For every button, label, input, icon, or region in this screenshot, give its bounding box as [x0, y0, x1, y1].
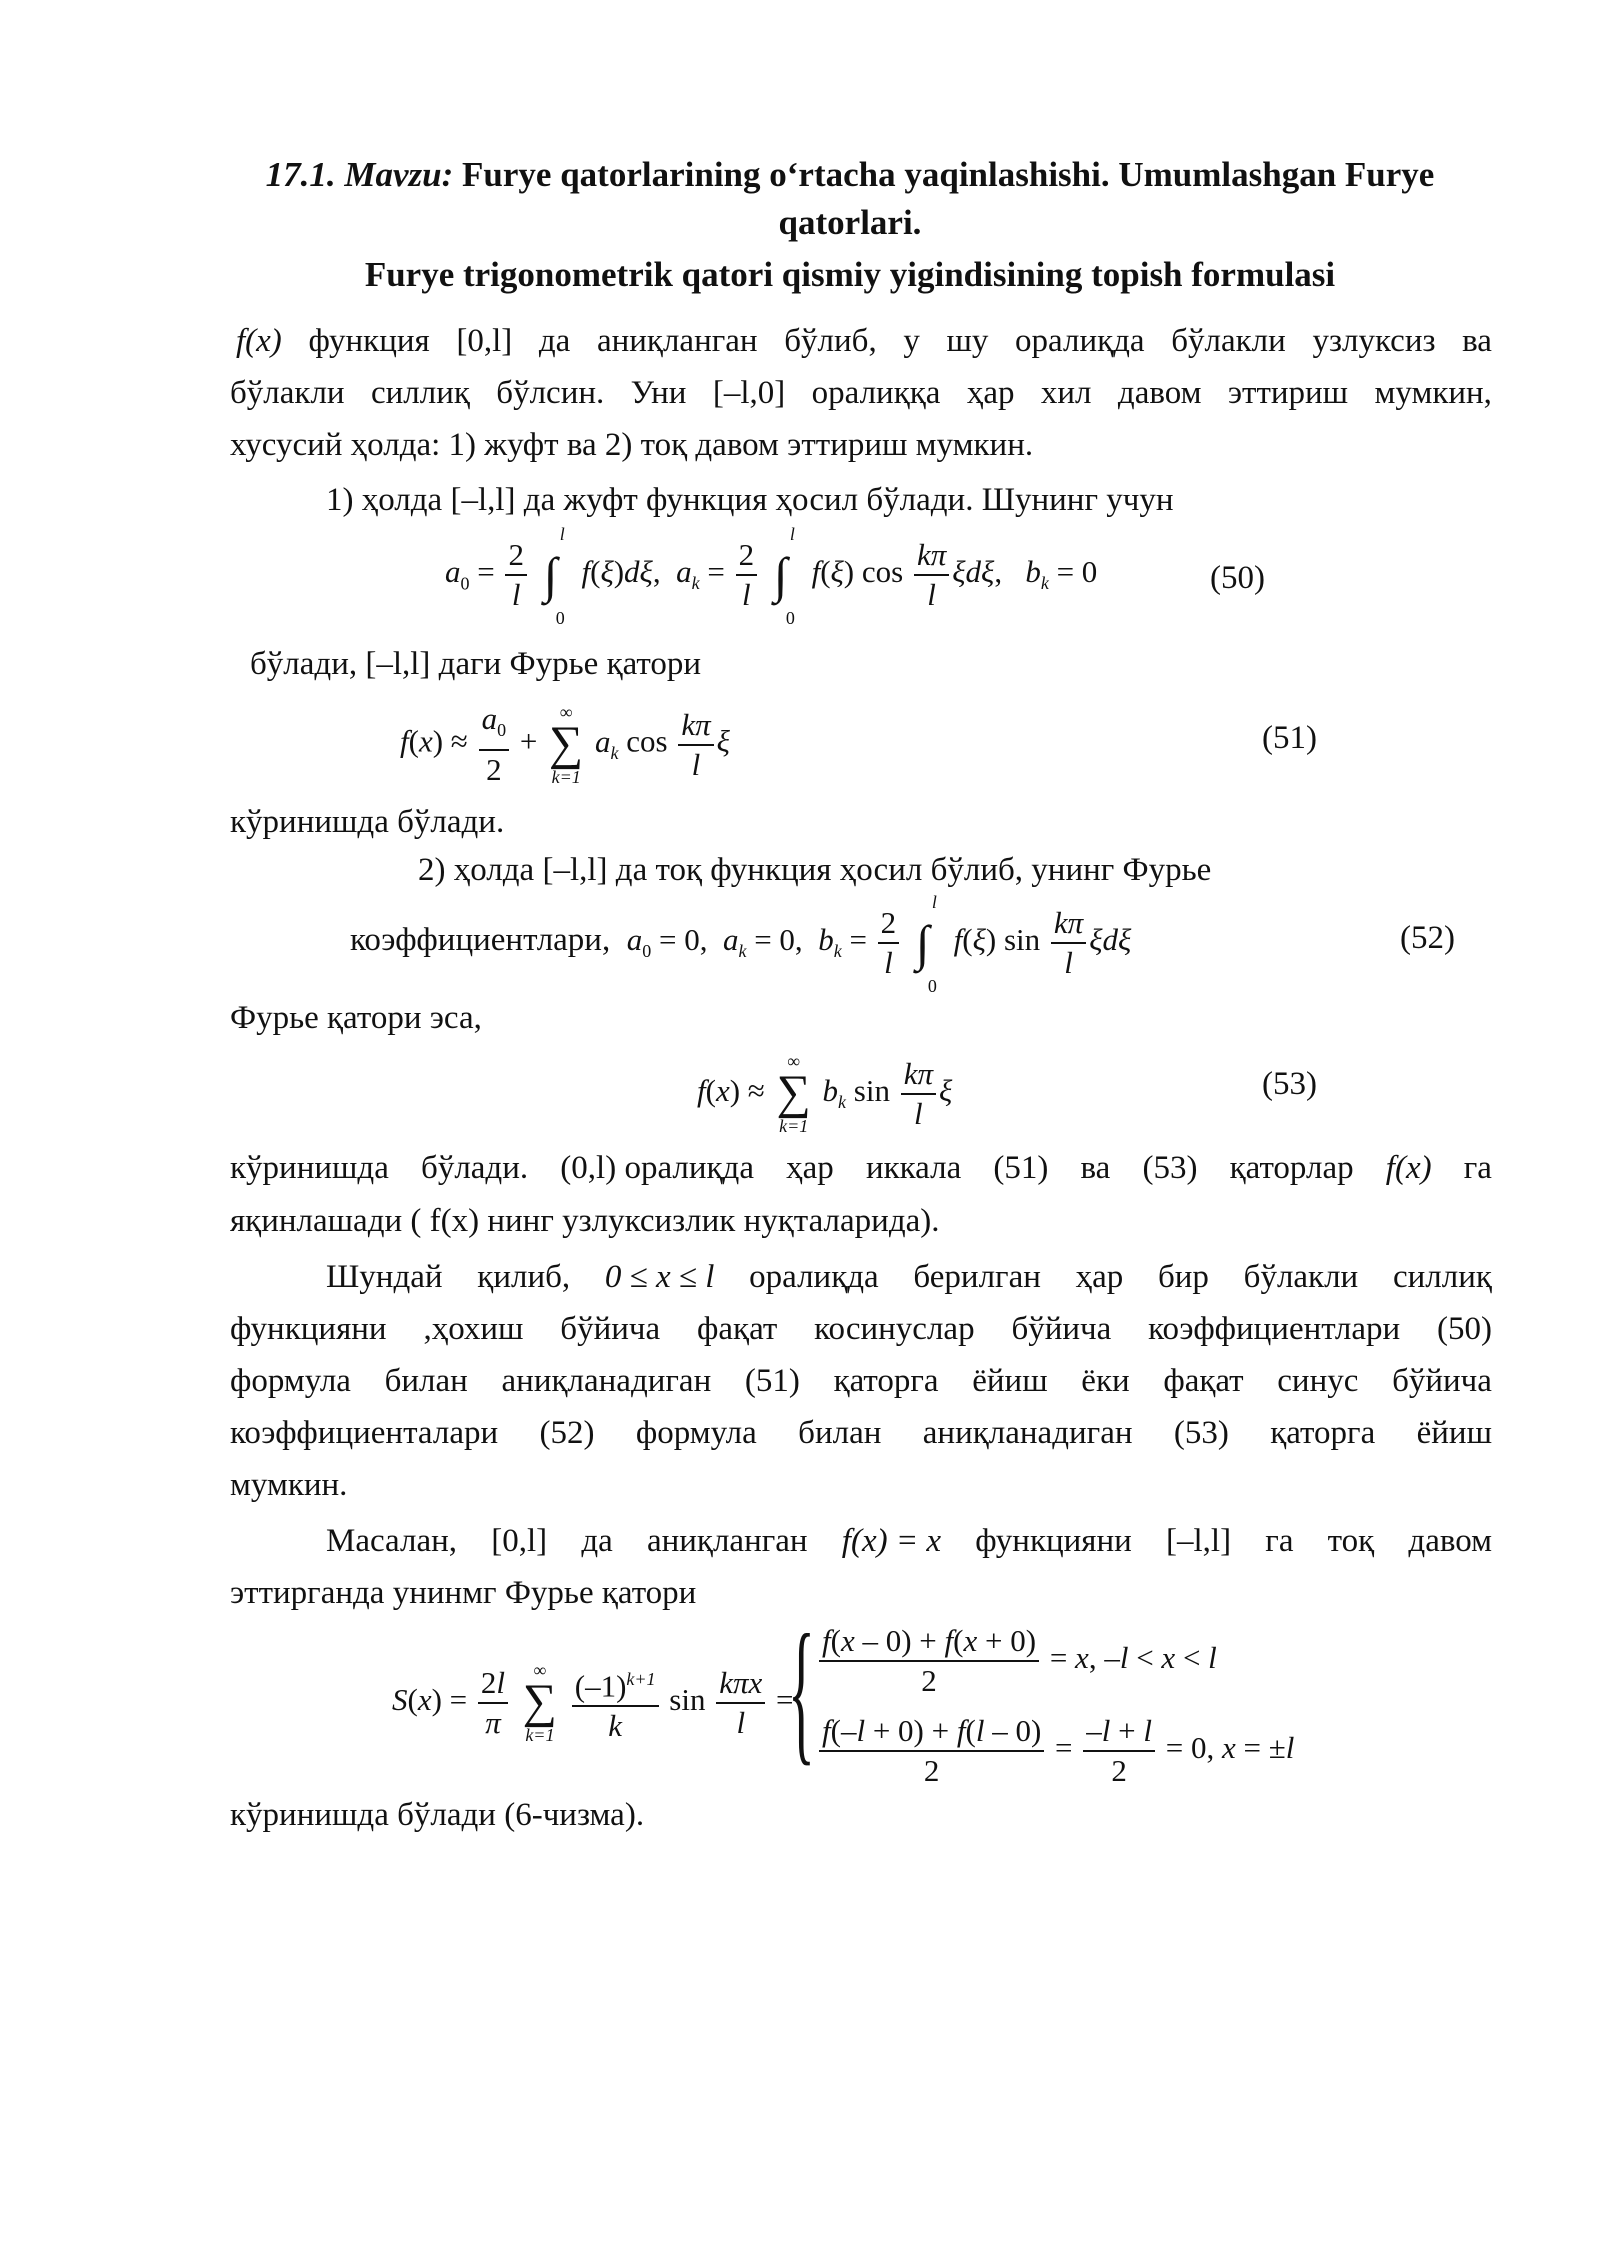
- word: иккала: [865, 1150, 962, 1186]
- word: формула: [635, 1415, 757, 1451]
- word: фақат: [1163, 1363, 1244, 1399]
- word: силлиқ: [370, 375, 470, 411]
- brace: {: [788, 1601, 815, 1779]
- word: қаторлар: [1229, 1150, 1354, 1186]
- word: силлиқ: [1392, 1259, 1492, 1295]
- word: функцияни: [975, 1523, 1132, 1559]
- word: (51): [993, 1150, 1049, 1186]
- word: ёйиш: [1416, 1415, 1492, 1451]
- word: давом: [1408, 1523, 1492, 1559]
- word: аниқланадиган: [501, 1363, 712, 1399]
- word: ҳар: [786, 1150, 834, 1186]
- word: қаторга: [833, 1363, 939, 1399]
- word: бир: [1157, 1259, 1209, 1295]
- word: функция: [308, 323, 430, 359]
- formula-50: $a_0$ = $\frac{2}{l}$ ∫ l 0 f(ξ)dξ, $a_k$ = $\frac{2}{l}$ ∫ l 0 f(ξ) cos $\frac{k\pi}{l}$ ξdξ, $b_k = 0$: [445, 524, 1098, 628]
- word: шу: [946, 323, 989, 359]
- subtitle: Furye trigonometrik qatori qismiy yigindisining topish formulasi: [364, 255, 1336, 294]
- formula-52: коэффициентлари, $a_0 = 0$, $a_k = 0$, $b_k$ = $\frac{2}{l}$ ∫ l 0 f(ξ) sin $\frac{k\pi}{l}$ ξdξ: [350, 892, 1132, 996]
- word: қилиб,: [477, 1259, 571, 1295]
- equation-number-51: (51): [1262, 720, 1317, 756]
- p1-line-3: хусусий ҳолда: 1) жуфт ва 2) тоқ давом эттириш мумкин.: [230, 427, 1034, 463]
- word: 0 ≤ x ≤ l: [604, 1259, 715, 1295]
- word: (0,l) оралиқда: [560, 1150, 754, 1186]
- word: [0,l]: [456, 323, 513, 359]
- p9-line-3: [230, 1359, 1492, 1403]
- word: формула: [230, 1363, 351, 1399]
- p10-line-1: [326, 1519, 1492, 1563]
- title-line-2: qatorlari.: [778, 203, 922, 242]
- word: қаторга: [1270, 1415, 1376, 1451]
- word: бўйича: [1392, 1363, 1492, 1399]
- word: аниқланадиган: [922, 1415, 1133, 1451]
- word: (52): [539, 1415, 595, 1451]
- topic-label: 17.1. Mavzu:: [265, 155, 454, 194]
- p4-line: кўринишда бўлади.: [230, 804, 505, 840]
- word: ёйиш: [972, 1363, 1048, 1399]
- word: (53): [1142, 1150, 1198, 1186]
- word: оралиққа: [811, 375, 941, 411]
- coeff-label: коэффициентлари,: [350, 922, 611, 959]
- word: у: [903, 323, 920, 359]
- word: ва: [1080, 1150, 1111, 1186]
- formula-case-2: $\frac{f(-l + 0) + f(l - 0)}{2}$ = $\frac{-l + l}{2}$ = 0, x = ±l: [816, 1712, 1294, 1790]
- word: аниқланган: [596, 323, 758, 359]
- word: бўлакли: [230, 375, 345, 411]
- word: тоқ: [1327, 1523, 1375, 1559]
- word: бўлакли: [1171, 323, 1286, 359]
- word: эттириш: [1227, 375, 1349, 411]
- word: берилган: [913, 1259, 1041, 1295]
- word: f(x): [1385, 1150, 1432, 1186]
- word: бўйича: [1011, 1311, 1112, 1347]
- word: косинуслар: [814, 1311, 975, 1347]
- p9-line-4: [230, 1411, 1492, 1455]
- p9-line-1: [326, 1255, 1492, 1299]
- formula-51: f(x) ≈ $\frac{a_0}{2}$ + ∞ ∑ k=1 $a_k$ cos $\frac{k\pi}{l}$ ξ: [400, 701, 730, 788]
- equation-number-53: (53): [1262, 1066, 1317, 1102]
- word: мумкин,: [1374, 375, 1492, 411]
- word: оралиқда: [1015, 323, 1145, 359]
- word: Масалан,: [326, 1523, 458, 1559]
- p8-line-1: [230, 1146, 1492, 1190]
- word: синус: [1277, 1363, 1359, 1399]
- word: [–l,l]: [1166, 1523, 1232, 1559]
- word: бўлакли: [1243, 1259, 1359, 1295]
- word: коэффициентлари: [1148, 1311, 1401, 1347]
- p11-line: кўринишда бўлади (6-чизма).: [230, 1797, 645, 1833]
- word: бўлади.: [421, 1150, 529, 1186]
- word: билан: [798, 1415, 882, 1451]
- p9-line-5: мумкин.: [230, 1467, 348, 1503]
- word: f(x) = x: [841, 1523, 942, 1559]
- p8-line-2: яқинлашади ( f(x) нинг узлуксизлик нуқталарида).: [230, 1203, 940, 1239]
- formula-53: f(x) ≈ ∞ ∑ k=1 $b_k$ sin $\frac{k\pi}{l}$ ξ: [697, 1051, 953, 1136]
- word: фақат: [697, 1311, 778, 1347]
- formula-sx: S(x) = $\frac{2l}{\pi}$ ∞ ∑ k=1 $\frac{(-1)^{k+1}}{k}$ sin $\frac{\text{kπx}}{l}$ =: [392, 1659, 794, 1745]
- word: билан: [384, 1363, 468, 1399]
- word: ёки: [1081, 1363, 1130, 1399]
- word: бўлиб,: [784, 323, 877, 359]
- word: га: [1463, 1150, 1492, 1186]
- word: да: [581, 1523, 613, 1559]
- word: га: [1265, 1523, 1294, 1559]
- word: [–l,0]: [712, 375, 786, 411]
- word: давом: [1117, 375, 1202, 411]
- p3-line: бўлади, [–l,l] даги Фурье қатори: [250, 646, 702, 682]
- equation-number-50: (50): [1210, 560, 1265, 596]
- p2-line: 1) ҳолда [–l,l] да жуфт функция ҳосил бўлади. Шунинг учун: [326, 482, 1174, 518]
- word: ,ҳохиш: [423, 1311, 524, 1347]
- word: Уни: [630, 375, 687, 411]
- word: (50): [1436, 1311, 1492, 1347]
- word: ҳар: [966, 375, 1015, 411]
- word: хил: [1040, 375, 1092, 411]
- word: (53): [1173, 1415, 1229, 1451]
- word: f(x): [236, 323, 282, 359]
- word: бўлсин.: [496, 375, 605, 411]
- word: да: [538, 323, 571, 359]
- word: аниқланган: [646, 1523, 808, 1559]
- word: Шундай: [326, 1259, 443, 1295]
- word: [0,l]: [491, 1523, 548, 1559]
- topic-text-1: Furye qatorlarining o‘rtacha yaqinlashishi. Umumlashgan Furye: [453, 155, 1435, 194]
- p7-line: Фурье қатори эса,: [230, 1000, 482, 1036]
- word: ва: [1462, 323, 1492, 359]
- equation-number-52: (52): [1400, 920, 1455, 956]
- formula-case-1: $\frac{f(x - 0) + f(x + 0)}{2}$ = x, –l < x < l: [816, 1622, 1217, 1700]
- word: ҳар: [1075, 1259, 1124, 1295]
- word: коэффициенталари: [230, 1415, 499, 1451]
- word: (51): [744, 1363, 800, 1399]
- p10-line-2: эттирганда унинмг Фурье қатори: [230, 1575, 697, 1611]
- title-line-1: [200, 152, 1500, 198]
- p1-line-2: [230, 371, 1492, 415]
- p1-line-1: [236, 319, 1492, 363]
- word: узлуксиз: [1312, 323, 1436, 359]
- p9-line-2: [230, 1307, 1492, 1351]
- word: функцияни: [230, 1311, 387, 1347]
- p5-line: 2) ҳолда [–l,l] да тоқ функция ҳосил бўлиб, унинг Фурье: [418, 852, 1212, 888]
- word: бўйича: [560, 1311, 661, 1347]
- word: кўринишда: [230, 1150, 389, 1186]
- word: оралиқда: [749, 1259, 879, 1295]
